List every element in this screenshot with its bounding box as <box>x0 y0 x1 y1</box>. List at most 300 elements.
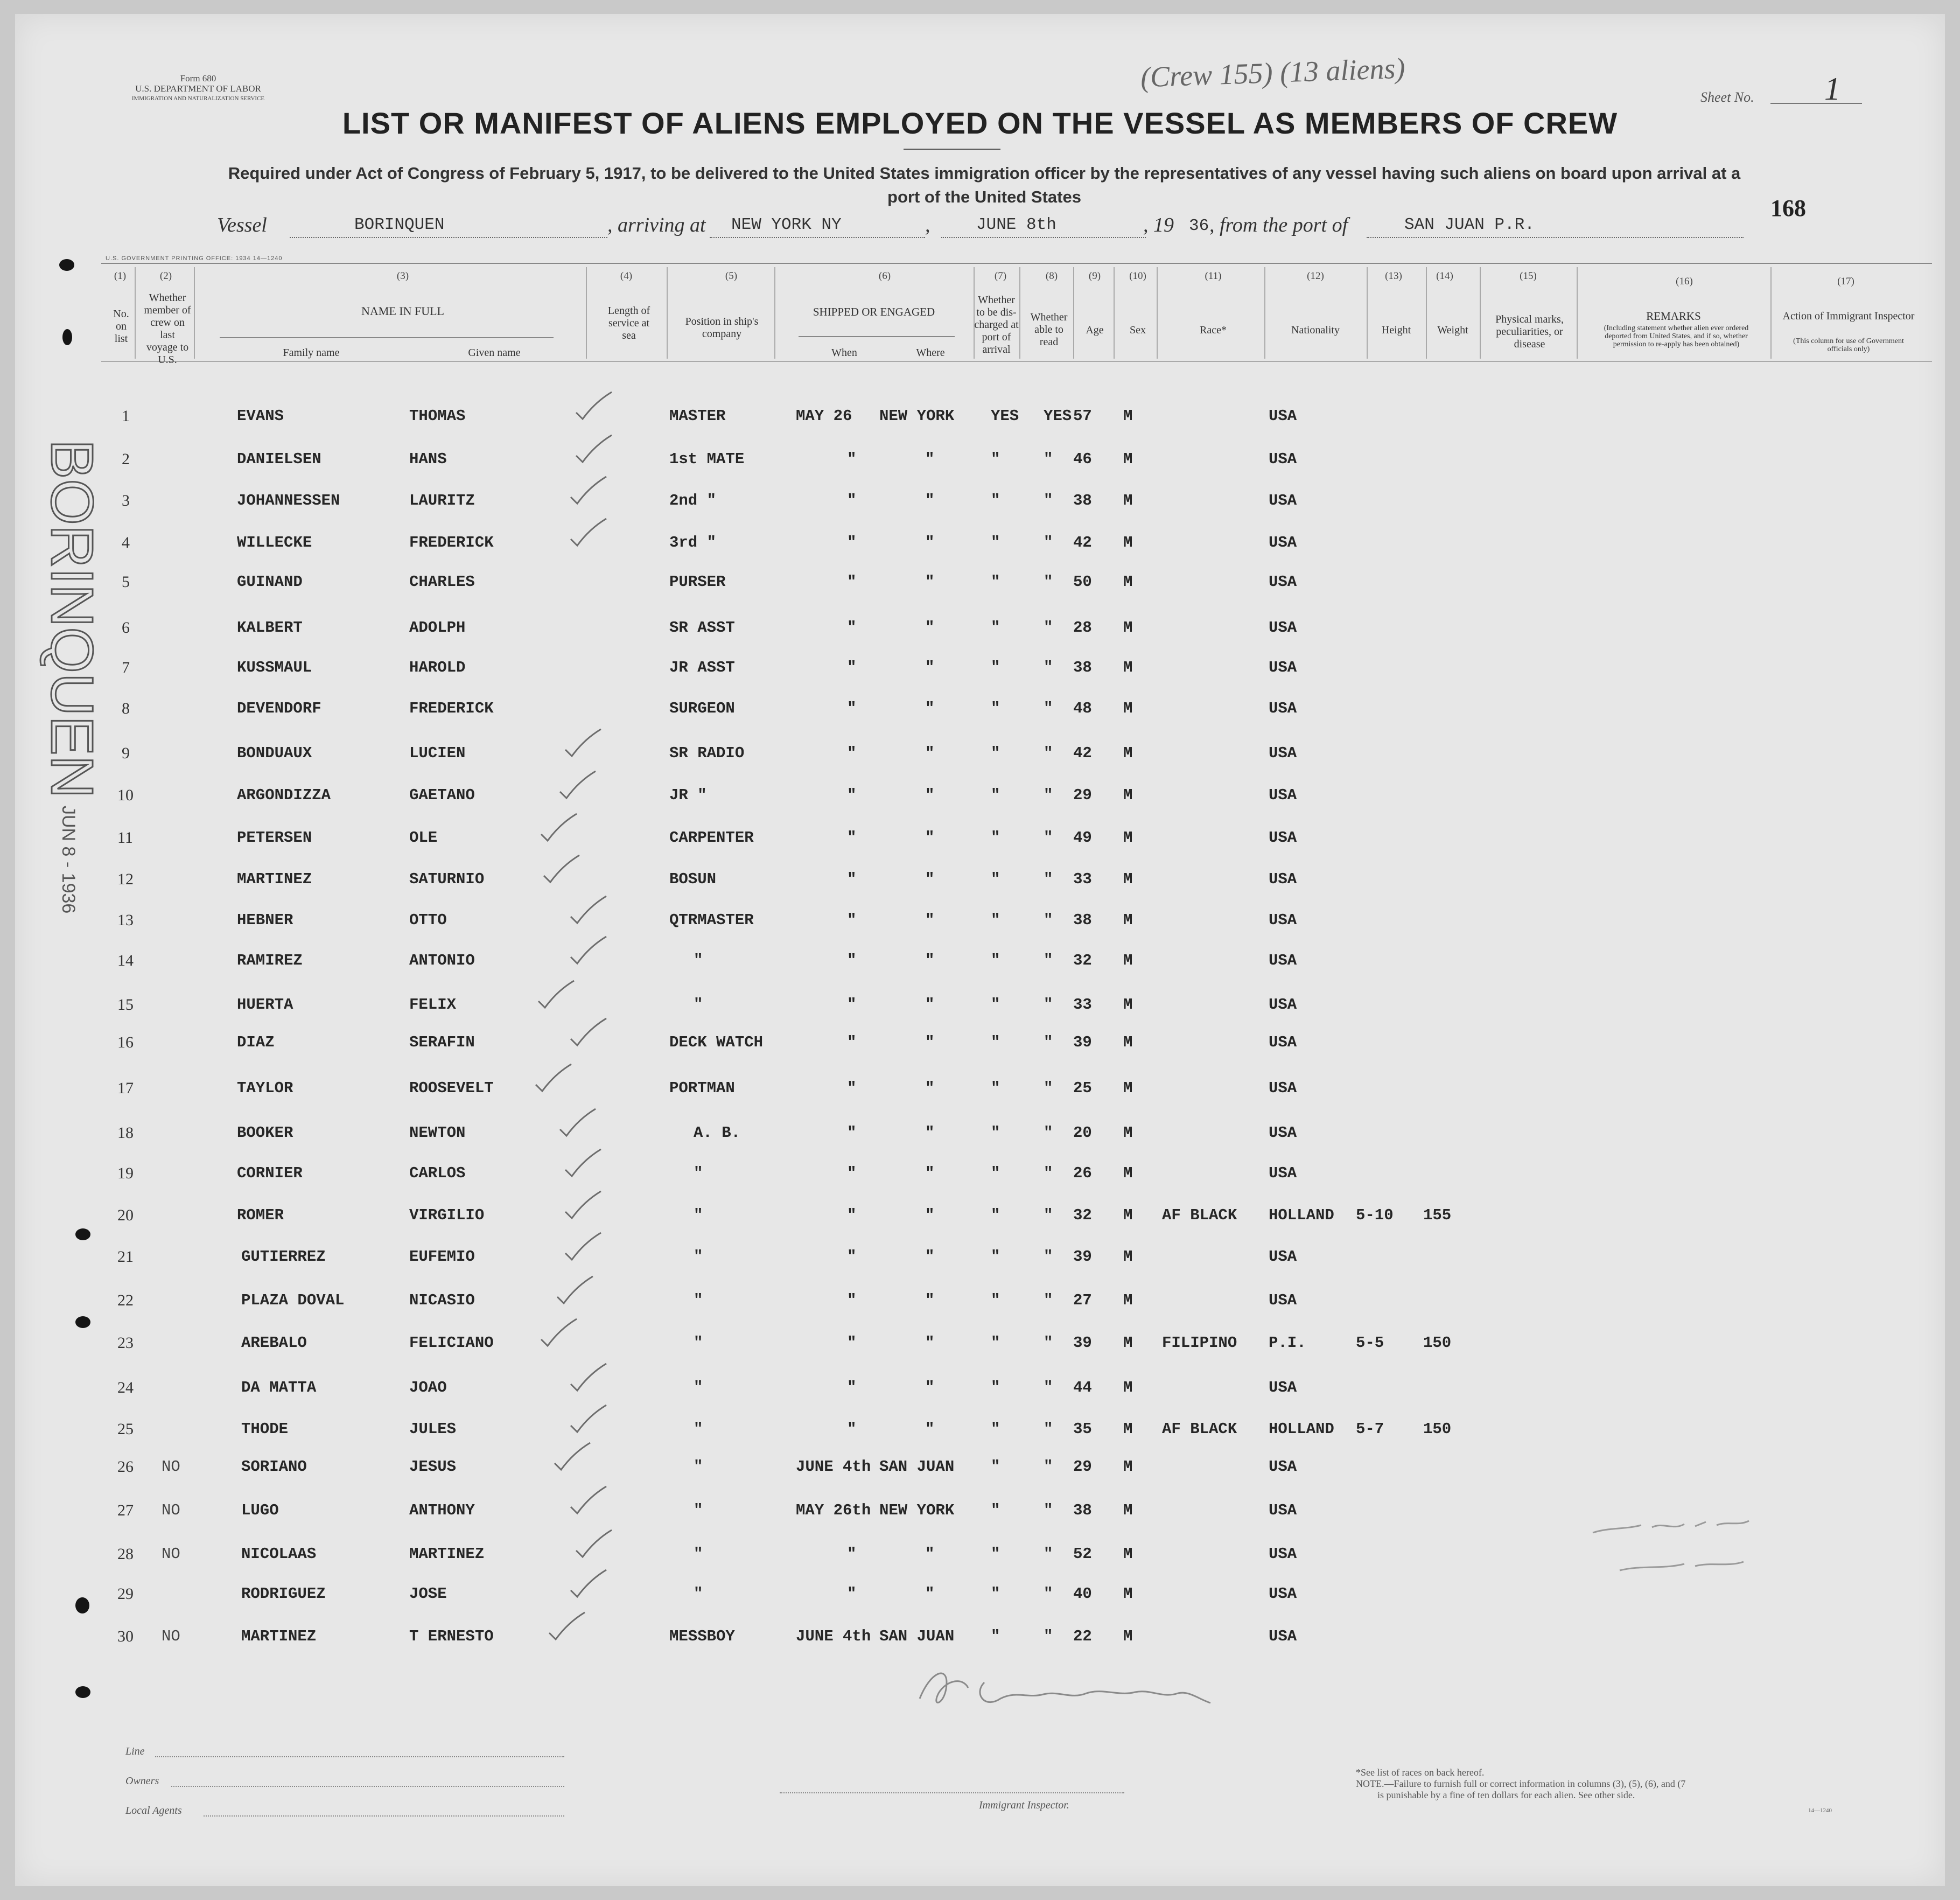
cell-age: 33 <box>1073 870 1092 888</box>
table-row <box>15 1164 1945 1205</box>
cell-discharged: " <box>991 1164 1000 1182</box>
cell-row-number: 2 <box>122 450 130 468</box>
cell-discharged: " <box>991 1033 1000 1051</box>
cell-given-name: LUCIEN <box>409 744 466 762</box>
table-row <box>15 1248 1945 1289</box>
cell-sex: M <box>1123 911 1133 929</box>
cell-given-name: OLE <box>409 829 438 847</box>
cell-discharged: " <box>991 1079 1000 1097</box>
cell-row-number: 20 <box>117 1206 134 1224</box>
check-mark-icon <box>570 476 607 508</box>
cell-weight: 150 <box>1423 1334 1452 1352</box>
cell-age: 26 <box>1073 1164 1092 1182</box>
note-fine: NOTE.—Failure to furnish full or correct information in columns (3), (5), (6), and (7 <box>1356 1778 1686 1789</box>
cell-able-to-read: " <box>1044 1585 1053 1603</box>
cell-shipped-when: JUNE 4th <box>796 1627 871 1645</box>
owners-label: Owners <box>125 1775 159 1787</box>
col-number-13: (13) <box>1385 270 1402 282</box>
cell-nationality: USA <box>1269 492 1297 509</box>
cell-race: AF BLACK <box>1162 1206 1237 1224</box>
cell-able-to-read: " <box>1044 870 1053 888</box>
cell-position: CARPENTER <box>669 829 754 847</box>
col-divider <box>1114 267 1115 359</box>
from-port-label: , from the port of <box>1209 214 1348 236</box>
cell-given-name: LAURITZ <box>409 492 475 509</box>
col-divider <box>667 267 668 359</box>
cell-shipped-where: " <box>925 911 935 929</box>
cell-row-number: 19 <box>117 1164 134 1182</box>
form-code: 14—1240 <box>1808 1807 1832 1814</box>
cell-shipped-when: " <box>847 1079 857 1097</box>
table-row <box>15 450 1945 491</box>
col-number-5: (5) <box>725 270 738 282</box>
cell-row-number: 25 <box>117 1420 134 1438</box>
table-row <box>15 744 1945 785</box>
cell-family-name: ROMER <box>237 1206 284 1224</box>
cell-age: 46 <box>1073 450 1092 468</box>
col-whether-member: Whether member of crew on last voyage to U.S. <box>144 292 191 366</box>
cell-given-name: HANS <box>409 450 447 468</box>
cell-row-number: 29 <box>117 1585 134 1603</box>
cell-sex: M <box>1123 829 1133 847</box>
cell-family-name: BONDUAUX <box>237 744 312 762</box>
cell-shipped-when: JUNE 4th <box>796 1458 871 1476</box>
cell-sex: M <box>1123 573 1133 591</box>
inspector-label: Immigrant Inspector. <box>979 1799 1069 1811</box>
cell-shipped-when: " <box>847 1545 857 1563</box>
cell-family-name: DA MATTA <box>241 1379 317 1396</box>
table-row <box>15 659 1945 700</box>
cell-shipped-where: NEW YORK <box>879 407 955 425</box>
cell-able-to-read: " <box>1044 450 1053 468</box>
cell-row-number: 14 <box>117 952 134 969</box>
cell-able-to-read: " <box>1044 1545 1053 1563</box>
cell-nationality: HOLLAND <box>1269 1420 1334 1438</box>
cell-previous-voyage: NO <box>162 1627 180 1645</box>
arrival-date: JUNE 8th <box>976 215 1056 234</box>
cell-row-number: 8 <box>122 700 130 717</box>
col-divider <box>586 267 587 359</box>
handwritten-remarks <box>1587 1511 1760 1587</box>
cell-shipped-where: " <box>925 573 935 591</box>
cell-able-to-read: " <box>1044 1334 1053 1352</box>
from-port: SAN JUAN P.R. <box>1404 215 1535 234</box>
table-row <box>15 534 1945 575</box>
col-remarks: REMARKS <box>1646 310 1701 323</box>
owners-underline <box>171 1786 564 1787</box>
cell-given-name: THOMAS <box>409 407 466 425</box>
cell-family-name: DANIELSEN <box>237 450 321 468</box>
cell-position: " <box>694 1379 703 1396</box>
cell-age: 28 <box>1073 619 1092 637</box>
cell-discharged: " <box>991 1291 1000 1309</box>
check-mark-icon <box>570 1363 607 1395</box>
col-discharged: Whether to be dis-charged at port of arrival <box>974 294 1019 355</box>
col-position: Position in ship's company <box>685 316 759 340</box>
cell-able-to-read: " <box>1044 1501 1053 1519</box>
col-divider <box>1426 267 1427 359</box>
inspector-signature <box>909 1661 1221 1720</box>
col-action: Action of Immigrant Inspector <box>1782 310 1915 322</box>
sheet-number-underline <box>1770 103 1862 104</box>
cell-position: SURGEON <box>669 700 735 717</box>
col-number-12: (12) <box>1307 270 1324 282</box>
cell-shipped-where: " <box>925 829 935 847</box>
col-number-6: (6) <box>878 270 891 282</box>
cell-position: " <box>694 1420 703 1438</box>
service-name: IMMIGRATION AND NATURALIZATION SERVICE <box>131 95 265 102</box>
cell-shipped-where: " <box>925 1420 935 1438</box>
cell-sex: M <box>1123 1206 1133 1224</box>
cell-row-number: 30 <box>117 1627 134 1645</box>
cell-able-to-read: " <box>1044 1033 1053 1051</box>
table-row <box>15 492 1945 533</box>
cell-position: " <box>694 1291 703 1309</box>
col-height: Height <box>1381 324 1411 336</box>
cell-family-name: THODE <box>241 1420 289 1438</box>
cell-shipped-when: " <box>847 1420 857 1438</box>
line-underline <box>155 1756 564 1757</box>
cell-shipped-when: " <box>847 450 857 468</box>
cell-able-to-read: " <box>1044 619 1053 637</box>
cell-family-name: BOOKER <box>237 1124 293 1142</box>
cell-shipped-where: " <box>925 952 935 969</box>
col-physical-marks: Physical marks, peculiarities, or disease <box>1495 313 1564 350</box>
col-number-10: (10) <box>1129 270 1146 282</box>
cell-discharged: " <box>991 1334 1000 1352</box>
table-row <box>15 911 1945 952</box>
cell-able-to-read: " <box>1044 573 1053 591</box>
cell-weight: 155 <box>1423 1206 1452 1224</box>
cell-shipped-when: " <box>847 1164 857 1182</box>
cell-able-to-read: " <box>1044 1206 1053 1224</box>
cell-discharged: " <box>991 911 1000 929</box>
cell-position: MESSBOY <box>669 1627 735 1645</box>
cell-shipped-when: " <box>847 534 857 551</box>
cell-sex: M <box>1123 786 1133 804</box>
cell-given-name: EUFEMIO <box>409 1248 475 1266</box>
table-row <box>15 1379 1945 1420</box>
table-row <box>15 1124 1945 1165</box>
cell-able-to-read: " <box>1044 1291 1053 1309</box>
cell-family-name: KALBERT <box>237 619 303 637</box>
check-mark-icon <box>570 1485 607 1518</box>
cell-able-to-read: " <box>1044 1124 1053 1142</box>
cell-nationality: USA <box>1269 911 1297 929</box>
cell-age: 22 <box>1073 1627 1092 1645</box>
cell-able-to-read: " <box>1044 996 1053 1014</box>
cell-given-name: NICASIO <box>409 1291 475 1309</box>
col-number-9: (9) <box>1088 270 1101 282</box>
punch-hole <box>62 329 72 345</box>
cell-row-number: 5 <box>122 573 130 591</box>
check-mark-icon <box>559 770 597 802</box>
cell-sex: M <box>1123 1079 1133 1097</box>
cell-nationality: USA <box>1269 700 1297 717</box>
cell-age: 27 <box>1073 1291 1092 1309</box>
cell-position: 1st MATE <box>669 450 745 468</box>
cell-discharged: " <box>991 1585 1000 1603</box>
table-row <box>15 1420 1945 1461</box>
cell-shipped-where: " <box>925 619 935 637</box>
col-nationality: Nationality <box>1291 324 1340 336</box>
check-mark-icon <box>540 1318 578 1350</box>
cell-family-name: HUERTA <box>237 996 293 1014</box>
cell-sex: M <box>1123 952 1133 969</box>
cell-sex: M <box>1123 450 1133 468</box>
cell-discharged: " <box>991 744 1000 762</box>
col-number-7: (7) <box>994 270 1007 282</box>
cell-family-name: RODRIGUEZ <box>241 1585 326 1603</box>
col-divider <box>1019 267 1020 359</box>
cell-discharged: " <box>991 1501 1000 1519</box>
cell-given-name: MARTINEZ <box>409 1545 485 1563</box>
cell-discharged: " <box>991 1458 1000 1476</box>
cell-able-to-read: " <box>1044 659 1053 676</box>
cell-given-name: FREDERICK <box>409 700 494 717</box>
cell-age: 50 <box>1073 573 1092 591</box>
cell-age: 29 <box>1073 786 1092 804</box>
table-row <box>15 1585 1945 1626</box>
cell-shipped-where: " <box>925 700 935 717</box>
cell-nationality: USA <box>1269 573 1297 591</box>
sheet-number-label: Sheet No. <box>1700 89 1754 105</box>
cell-shipped-when: " <box>847 619 857 637</box>
cell-family-name: RAMIREZ <box>237 952 303 969</box>
cell-shipped-when: " <box>847 1033 857 1051</box>
cell-sex: M <box>1123 1334 1133 1352</box>
cell-able-to-read: " <box>1044 534 1053 551</box>
cell-nationality: USA <box>1269 786 1297 804</box>
cell-row-number: 21 <box>117 1248 134 1266</box>
cell-given-name: ROOSEVELT <box>409 1079 494 1097</box>
cell-family-name: PETERSEN <box>237 829 312 847</box>
cell-given-name: ANTONIO <box>409 952 475 969</box>
note-fine-continued: is punishable by a fine of ten dollars for each alien. See other side. <box>1377 1790 1635 1800</box>
vessel-stamp-text: BORINQUEN <box>39 439 105 799</box>
cell-shipped-where: " <box>925 1248 935 1266</box>
cell-age: 39 <box>1073 1334 1092 1352</box>
cell-shipped-when: " <box>847 996 857 1014</box>
cell-position: A. B. <box>694 1124 741 1142</box>
cell-sex: M <box>1123 1248 1133 1266</box>
cell-nationality: USA <box>1269 1501 1297 1519</box>
cell-discharged: " <box>991 786 1000 804</box>
arriving-port-underline <box>710 237 925 238</box>
cell-sex: M <box>1123 1420 1133 1438</box>
check-mark-icon <box>559 1108 597 1140</box>
cell-position: " <box>694 1164 703 1182</box>
cell-discharged: " <box>991 996 1000 1014</box>
col-sex: Sex <box>1130 324 1146 336</box>
cell-sex: M <box>1123 1627 1133 1645</box>
cell-given-name: CHARLES <box>409 573 475 591</box>
cell-nationality: USA <box>1269 996 1297 1014</box>
cell-sex: M <box>1123 1291 1133 1309</box>
cell-discharged: " <box>991 952 1000 969</box>
cell-able-to-read: " <box>1044 1420 1053 1438</box>
cell-shipped-where: " <box>925 996 935 1014</box>
vessel-name: BORINQUEN <box>354 215 445 234</box>
printing-office-imprint: U.S. GOVERNMENT PRINTING OFFICE: 1934 14—1240 <box>106 255 283 262</box>
cell-position: JR ASST <box>669 659 735 676</box>
cell-row-number: 17 <box>117 1079 134 1097</box>
cell-discharged: " <box>991 1248 1000 1266</box>
cell-previous-voyage: NO <box>162 1458 180 1476</box>
col-no-on-list: No. on list <box>113 308 129 345</box>
cell-position: SR ASST <box>669 619 735 637</box>
cell-family-name: GUTIERREZ <box>241 1248 326 1266</box>
cell-given-name: ADOLPH <box>409 619 466 637</box>
cell-shipped-where: " <box>925 1079 935 1097</box>
col-race: Race* <box>1200 324 1227 336</box>
cell-given-name: SERAFIN <box>409 1033 475 1051</box>
punch-hole <box>75 1316 90 1328</box>
cell-nationality: USA <box>1269 659 1297 676</box>
cell-shipped-where: " <box>925 1585 935 1603</box>
vessel-name-stamp <box>36 434 127 865</box>
cell-able-to-read: " <box>1044 1379 1053 1396</box>
cell-position: 2nd " <box>669 492 717 509</box>
cell-position: " <box>694 1585 703 1603</box>
check-mark-icon <box>543 854 580 886</box>
cell-weight: 150 <box>1423 1420 1452 1438</box>
cell-sex: M <box>1123 659 1133 676</box>
date-stamp: JUN 8 - 1936 <box>58 806 79 914</box>
check-mark-icon <box>548 1611 586 1644</box>
cell-shipped-where: " <box>925 450 935 468</box>
cell-position: DECK WATCH <box>669 1033 764 1051</box>
cell-shipped-where: " <box>925 1334 935 1352</box>
table-row <box>15 1458 1945 1499</box>
col-number-16: (16) <box>1676 276 1693 287</box>
col-number-15: (15) <box>1520 270 1537 282</box>
cell-shipped-when: " <box>847 1379 857 1396</box>
col-divider <box>1480 267 1481 359</box>
cell-shipped-when: " <box>847 1248 857 1266</box>
cell-shipped-when: " <box>847 952 857 969</box>
col-weight: Weight <box>1437 324 1468 336</box>
cell-row-number: 23 <box>117 1334 134 1352</box>
cell-shipped-where: " <box>925 1164 935 1182</box>
cell-position: " <box>694 996 703 1014</box>
cell-shipped-when: " <box>847 829 857 847</box>
col-divider <box>194 267 195 359</box>
table-row <box>15 829 1945 870</box>
cell-shipped-when: " <box>847 911 857 929</box>
col-number-17: (17) <box>1837 276 1854 287</box>
table-row <box>15 1291 1945 1332</box>
cell-height: 5-5 <box>1356 1334 1384 1352</box>
cell-row-number: 16 <box>117 1033 134 1051</box>
cell-shipped-when: " <box>847 786 857 804</box>
cell-able-to-read: " <box>1044 492 1053 509</box>
cell-nationality: USA <box>1269 1379 1297 1396</box>
cell-family-name: CORNIER <box>237 1164 303 1182</box>
col-given-name: Given name <box>468 347 521 359</box>
table-row <box>15 870 1945 911</box>
cell-able-to-read: " <box>1044 1164 1053 1182</box>
cell-discharged: " <box>991 492 1000 509</box>
cell-sex: M <box>1123 1164 1133 1182</box>
cell-row-number: 12 <box>117 870 134 888</box>
cell-row-number: 7 <box>122 659 130 676</box>
table-row <box>15 952 1945 993</box>
cell-sex: M <box>1123 1124 1133 1142</box>
inspector-signature-line <box>780 1792 1124 1793</box>
cell-shipped-where: " <box>925 659 935 676</box>
cell-shipped-when: " <box>847 573 857 591</box>
cell-position: PURSER <box>669 573 726 591</box>
cell-discharged: " <box>991 619 1000 637</box>
cell-shipped-when: " <box>847 1291 857 1309</box>
cell-position: MASTER <box>669 407 726 425</box>
cell-shipped-when: " <box>847 870 857 888</box>
cell-nationality: USA <box>1269 1627 1297 1645</box>
cell-position: " <box>694 952 703 969</box>
local-agents-label: Local Agents <box>125 1805 182 1817</box>
cell-nationality: USA <box>1269 1164 1297 1182</box>
col-number-11: (11) <box>1205 270 1222 282</box>
cell-family-name: GUINAND <box>237 573 303 591</box>
check-mark-icon <box>575 391 613 423</box>
table-row <box>15 1334 1945 1375</box>
table-row <box>15 619 1945 660</box>
cell-age: 40 <box>1073 1585 1092 1603</box>
col-remarks-note: (Including statement whether alien ever ordered deported from United States, and if so, whether permission to re-apply has been obtained) <box>1604 324 1749 348</box>
cell-nationality: USA <box>1269 870 1297 888</box>
cell-nationality: USA <box>1269 1248 1297 1266</box>
check-mark-icon <box>554 1442 591 1474</box>
cell-row-number: 24 <box>117 1379 134 1396</box>
check-mark-icon <box>535 1063 572 1095</box>
cell-sex: M <box>1123 407 1133 425</box>
cell-shipped-where: " <box>925 870 935 888</box>
cell-row-number: 13 <box>117 911 134 929</box>
cell-age: 42 <box>1073 534 1092 551</box>
cell-age: 33 <box>1073 996 1092 1014</box>
cell-age: 29 <box>1073 1458 1092 1476</box>
cell-row-number: 1 <box>122 407 130 425</box>
year-prefix: , 19 <box>1143 214 1174 236</box>
table-row <box>15 1079 1945 1120</box>
cell-shipped-where: " <box>925 492 935 509</box>
table-row <box>15 700 1945 741</box>
check-mark-icon <box>564 1148 602 1180</box>
cell-age: 35 <box>1073 1420 1092 1438</box>
cell-able-to-read: " <box>1044 1248 1053 1266</box>
cell-nationality: USA <box>1269 744 1297 762</box>
col-name-in-full: NAME IN FULL <box>361 304 444 318</box>
form-number: Form 680 <box>180 73 216 83</box>
cell-height: 5-7 <box>1356 1420 1384 1438</box>
handwritten-crew-count: (Crew 155) (13 aliens) <box>1140 52 1406 94</box>
cell-able-to-read: YES <box>1044 407 1072 425</box>
cell-given-name: SATURNIO <box>409 870 485 888</box>
cell-age: 44 <box>1073 1379 1092 1396</box>
cell-position: " <box>694 1334 703 1352</box>
cell-row-number: 10 <box>117 786 134 804</box>
cell-sex: M <box>1123 1458 1133 1476</box>
cell-family-name: JOHANNESSEN <box>237 492 340 509</box>
col-number-4: (4) <box>620 270 633 282</box>
cell-nationality: USA <box>1269 450 1297 468</box>
col-divider <box>1367 267 1368 359</box>
check-mark-icon <box>537 980 575 1012</box>
cell-sex: M <box>1123 996 1133 1014</box>
cell-age: 38 <box>1073 659 1092 676</box>
cell-sex: M <box>1123 870 1133 888</box>
